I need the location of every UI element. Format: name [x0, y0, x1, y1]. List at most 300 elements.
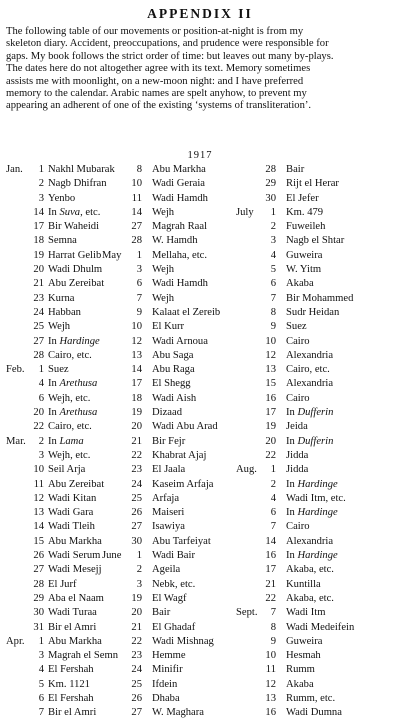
table-row — [128, 592, 264, 606]
place-name: Nakhl Mubarak — [48, 164, 115, 175]
day-number: 28 — [265, 164, 276, 175]
place-name: Hemme — [152, 650, 186, 662]
table-row — [128, 621, 264, 635]
day-number: 4 — [270, 492, 276, 504]
table-row — [6, 306, 130, 320]
table-row — [6, 163, 130, 177]
place-name: El Shegg — [152, 378, 191, 390]
place-name: Dhaba — [152, 692, 180, 704]
day-number: 6 — [270, 278, 276, 290]
table-row — [6, 449, 130, 463]
day-number: 24 — [131, 478, 142, 490]
place-name: Kaseim Arfaja — [152, 478, 214, 490]
table-row — [262, 506, 398, 520]
day-number: 18 — [131, 392, 142, 404]
day-number: 19 — [131, 407, 142, 419]
day-number: 8 — [270, 306, 276, 318]
day-number: 7 — [136, 292, 142, 304]
place-name: Jidda — [286, 449, 309, 461]
table-row — [128, 277, 264, 291]
table-row — [262, 592, 398, 606]
place-name: Magrah el Semn — [48, 650, 119, 662]
day-number: 3 — [136, 578, 142, 590]
place-name: Akaba, etc. — [286, 564, 334, 576]
place-name: Seil Arja — [48, 464, 86, 476]
place-name: Wejh, etc. — [48, 392, 91, 404]
day-number: 13 — [33, 507, 44, 519]
table-row — [128, 163, 264, 177]
day-number: 23 — [131, 650, 142, 662]
day-number: 2 — [270, 221, 276, 233]
table-row — [128, 234, 264, 248]
day-number: 19 — [33, 249, 44, 261]
table-row — [262, 292, 398, 306]
day-number: 2 — [38, 178, 44, 190]
place-name: Hesmah — [286, 650, 321, 662]
table-row — [262, 492, 398, 506]
day-number: 13 — [265, 364, 276, 376]
table-row — [262, 220, 398, 234]
day-number: 16 — [265, 550, 276, 562]
day-number: 18 — [33, 235, 44, 247]
table-row — [128, 535, 264, 549]
place-name: Magrah Raal — [152, 221, 208, 233]
month-label: Apr. — [6, 635, 25, 647]
place-name: In Hardinge — [286, 550, 338, 562]
table-row — [262, 363, 398, 377]
day-number: 14 — [131, 364, 142, 376]
day-number: 20 — [131, 421, 142, 433]
table-row — [6, 234, 130, 248]
month-label: June — [102, 550, 122, 562]
day-number: 11 — [131, 192, 142, 204]
day-number: 25 — [131, 678, 142, 690]
day-number: 15 — [265, 378, 276, 390]
day-number: 6 — [38, 392, 44, 404]
table-row — [128, 377, 264, 391]
place-name: Abu Markha — [152, 164, 206, 175]
month-label: Feb. — [6, 364, 25, 376]
day-number: 9 — [136, 306, 142, 318]
table-row — [6, 335, 130, 349]
place-name: Wadi Arnoua — [152, 335, 208, 347]
table-row — [6, 220, 130, 234]
day-number: 1 — [38, 164, 44, 175]
table-row — [128, 192, 264, 206]
table-row — [128, 506, 264, 520]
table-row — [262, 249, 398, 263]
day-number: 2 — [270, 478, 276, 490]
day-number: 1 — [270, 464, 276, 476]
day-number: 13 — [265, 692, 276, 704]
place-name: W. Maghara — [152, 707, 204, 719]
day-number: 26 — [131, 692, 142, 704]
day-number: 23 — [131, 464, 142, 476]
place-name: Akaba — [286, 278, 314, 290]
day-number: 26 — [131, 507, 142, 519]
place-name: El Jaala — [152, 464, 186, 476]
day-number: 11 — [265, 664, 276, 676]
day-number: 17 — [265, 564, 276, 576]
place-name: Abu Raga — [152, 364, 195, 376]
table-row — [6, 206, 130, 220]
table-row — [128, 663, 264, 677]
day-number: 10 — [265, 650, 276, 662]
day-number: 6 — [38, 692, 44, 704]
month-label: July — [236, 206, 254, 218]
table-row — [6, 520, 130, 534]
appendix-title: APPENDIX II — [147, 6, 253, 21]
table-row — [128, 335, 264, 349]
table-row — [128, 420, 264, 434]
table-row — [6, 377, 130, 391]
day-number: 4 — [38, 664, 44, 676]
place-name: In Hardinge — [48, 335, 100, 347]
place-name: Jidda — [286, 464, 309, 476]
table-row — [6, 435, 130, 449]
place-name: Km. 479 — [286, 206, 324, 218]
table-row — [236, 606, 398, 620]
place-name: Ageila — [152, 564, 181, 576]
table-row — [262, 435, 398, 449]
table-column-3 — [236, 163, 398, 721]
place-name: El Wagf — [152, 592, 187, 604]
day-number: 22 — [265, 592, 276, 604]
table-row — [128, 320, 264, 334]
table-row — [128, 478, 264, 492]
day-number: 19 — [265, 421, 276, 433]
intro-line: assists me with moonlight, on a new-moon night: and I have preferred — [6, 75, 304, 87]
day-number: 6 — [136, 278, 142, 290]
place-name: Alexandria — [286, 378, 334, 390]
day-number: 15 — [33, 535, 44, 547]
place-name: Akaba — [286, 678, 314, 690]
table-row — [262, 406, 398, 420]
place-name: W. Yitm — [286, 264, 322, 276]
table-row — [6, 606, 130, 620]
table-row — [6, 292, 130, 306]
day-number: 4 — [38, 378, 44, 390]
day-number: 2 — [136, 564, 142, 576]
day-number: 21 — [265, 578, 276, 590]
table-row — [128, 435, 264, 449]
table-row — [262, 706, 398, 720]
day-number: 7 — [270, 292, 276, 304]
day-number: 10 — [131, 178, 142, 190]
day-number: 22 — [131, 449, 142, 461]
day-number: 26 — [33, 550, 44, 562]
table-row — [128, 363, 264, 377]
place-name: In Lama — [48, 435, 84, 447]
intro-line: gaps. My book follows the strict order of time: but leaves out many by-plays. — [6, 50, 334, 62]
place-name: Wadi Geraia — [152, 178, 205, 190]
table-row — [262, 349, 398, 363]
place-name: In Suva, etc. — [48, 206, 101, 218]
place-name: In Hardinge — [286, 478, 338, 490]
place-name: Wadi Gara — [48, 507, 94, 519]
place-name: Wadi Bair — [152, 550, 195, 562]
table-row — [262, 234, 398, 248]
table-row — [262, 277, 398, 291]
place-name: Abu Tarfeiyat — [152, 535, 211, 547]
place-name: Bir el Amri — [48, 707, 97, 719]
table-row — [128, 177, 264, 191]
day-number: 30 — [131, 535, 142, 547]
table-row — [128, 520, 264, 534]
table-row — [262, 306, 398, 320]
table-row — [262, 177, 398, 191]
place-name: Wejh, etc. — [48, 449, 91, 461]
day-number: 23 — [33, 292, 44, 304]
day-number: 21 — [131, 435, 142, 447]
table-row — [6, 563, 130, 577]
place-name: Guweira — [286, 249, 323, 261]
place-name: Abu Markha — [48, 635, 102, 647]
table-row — [128, 392, 264, 406]
day-number: 30 — [265, 192, 276, 204]
place-name: Abu Saga — [152, 349, 194, 361]
table-row — [128, 678, 264, 692]
day-number: 14 — [265, 535, 276, 547]
month-label: Jan. — [6, 164, 23, 175]
place-name: El Kurr — [152, 321, 185, 333]
day-number: 2 — [38, 435, 44, 447]
table-row — [262, 621, 398, 635]
table-row — [236, 463, 398, 477]
day-number: 3 — [270, 235, 276, 247]
day-number: 13 — [131, 349, 142, 361]
table-row — [262, 263, 398, 277]
table-row — [6, 277, 130, 291]
place-name: Wadi Abu Arad — [152, 421, 218, 433]
day-number: 7 — [38, 707, 44, 719]
table-row — [128, 292, 264, 306]
place-name: Suez — [48, 364, 69, 376]
place-name: Bir el Amri — [48, 621, 97, 633]
place-name: Alexandria — [286, 349, 334, 361]
place-name: Guweira — [286, 635, 323, 647]
table-row — [6, 621, 130, 635]
day-number: 20 — [265, 435, 276, 447]
day-number: 20 — [131, 607, 142, 619]
table-row — [262, 635, 398, 649]
table-row — [262, 335, 398, 349]
place-name: Harrat Gelib — [48, 249, 102, 261]
day-number: 5 — [270, 264, 276, 276]
table-row — [6, 349, 130, 363]
place-name: In Dufferin — [286, 435, 334, 447]
intro-line: The dates here do not altogether agree with its text. Memory sometimes — [6, 63, 311, 75]
day-number: 3 — [38, 192, 44, 204]
table-row — [6, 692, 130, 706]
table-row — [128, 349, 264, 363]
place-name: In Hardinge — [286, 507, 338, 519]
place-name: Wadi Tleih — [48, 521, 95, 533]
place-name: Wadi Mesejj — [48, 564, 102, 576]
day-number: 1 — [38, 635, 44, 647]
table-row — [6, 578, 130, 592]
table-row — [6, 649, 130, 663]
place-name: In Arethusa — [48, 407, 98, 419]
table-row — [236, 206, 398, 220]
day-number: 25 — [33, 321, 44, 333]
place-name: Wadi Aish — [152, 392, 197, 404]
day-number: 14 — [33, 521, 44, 533]
day-number: 27 — [33, 564, 44, 576]
place-name: Kuntilla — [286, 578, 321, 590]
day-number: 6 — [270, 507, 276, 519]
month-label: Mar. — [6, 435, 26, 447]
table-row — [262, 563, 398, 577]
day-number: 17 — [265, 407, 276, 419]
place-name: In Arethusa — [48, 378, 98, 390]
place-name: Nebk, etc. — [152, 578, 196, 590]
day-number: 10 — [33, 464, 44, 476]
place-name: Kalaat el Zereib — [152, 306, 221, 318]
table-row — [262, 478, 398, 492]
place-name: Bir Mohammed — [286, 292, 354, 304]
table-row — [6, 478, 130, 492]
place-name: Wadi Serum — [48, 550, 101, 562]
day-number: 1 — [136, 550, 142, 562]
table-column-1 — [6, 163, 130, 721]
table-row — [128, 492, 264, 506]
place-name: Abu Markha — [48, 535, 102, 547]
day-number: 12 — [265, 349, 276, 361]
place-name: Mellaha, etc. — [152, 249, 208, 261]
place-name: Cairo — [286, 335, 310, 347]
place-name: Wejh — [48, 321, 71, 333]
place-name: Rumm — [286, 664, 315, 676]
day-number: 17 — [33, 221, 44, 233]
place-name: Wadi Turaa — [48, 607, 97, 619]
place-name: Nagb Dhifran — [48, 178, 107, 190]
table-row — [102, 249, 264, 263]
place-name: In Dufferin — [286, 407, 334, 419]
table-row — [6, 463, 130, 477]
table-row — [262, 535, 398, 549]
table-row — [6, 392, 130, 406]
place-name: El Ghadaf — [152, 621, 196, 633]
table-row — [6, 420, 130, 434]
place-name: Wadi Mishnag — [152, 635, 214, 647]
table-row — [128, 692, 264, 706]
day-number: 11 — [33, 478, 44, 490]
day-number: 21 — [131, 621, 142, 633]
place-name: El Fershah — [48, 692, 94, 704]
table-row — [102, 549, 264, 563]
place-name: Rijt el Herar — [286, 178, 339, 190]
place-name: Bair — [286, 164, 305, 175]
day-number: 27 — [131, 707, 142, 719]
place-name: Khabrat Ajaj — [152, 449, 207, 461]
day-number: 29 — [265, 178, 276, 190]
place-name: Wadi Itm, etc. — [286, 492, 346, 504]
place-name: Wejh — [152, 264, 175, 276]
table-row — [128, 635, 264, 649]
place-name: Akaba, etc. — [286, 592, 334, 604]
place-name: Arfaja — [152, 492, 180, 504]
day-number: 16 — [265, 392, 276, 404]
place-name: El Jurf — [48, 578, 77, 590]
place-name: Maiseri — [152, 507, 185, 519]
place-name: Alexandria — [286, 535, 334, 547]
place-name: Dizaad — [152, 407, 182, 419]
table-row — [6, 535, 130, 549]
table-row — [6, 177, 130, 191]
place-name: Suez — [286, 321, 307, 333]
day-number: 1 — [38, 364, 44, 376]
table-row — [128, 263, 264, 277]
day-number: 28 — [131, 235, 142, 247]
place-name: Semna — [48, 235, 77, 247]
day-number: 31 — [33, 621, 44, 633]
table-row — [262, 649, 398, 663]
table-row — [262, 163, 398, 177]
intro-line: memory to the calendar. Arabic names are spelt anyhow, to prevent my — [6, 88, 307, 100]
table-row — [6, 263, 130, 277]
place-name: Wadi Hamdh — [152, 278, 208, 290]
month-label: Sept. — [236, 607, 258, 619]
place-name: Kurna — [48, 292, 75, 304]
day-number: 14 — [33, 206, 44, 218]
table-row — [262, 663, 398, 677]
table-row — [6, 706, 130, 720]
day-number: 10 — [131, 321, 142, 333]
place-name: Km. 1121 — [48, 678, 90, 690]
place-name: Wadi Dumna — [286, 707, 342, 719]
day-number: 22 — [33, 421, 44, 433]
day-number: 24 — [131, 664, 142, 676]
table-row — [128, 449, 264, 463]
place-name: El Jefer — [286, 192, 319, 204]
table-row — [6, 406, 130, 420]
day-number: 29 — [33, 592, 44, 604]
day-number: 1 — [136, 249, 142, 261]
intro-paragraph — [6, 26, 396, 113]
day-number: 19 — [131, 592, 142, 604]
table-row — [6, 320, 130, 334]
place-name: Cairo, etc. — [286, 364, 330, 376]
place-name: Abu Zereibat — [48, 478, 105, 490]
day-number: 9 — [270, 635, 276, 647]
place-name: Wadi Medeifein — [286, 621, 355, 633]
table-row — [128, 220, 264, 234]
day-number: 8 — [270, 621, 276, 633]
table-row — [6, 506, 130, 520]
table-row — [262, 392, 398, 406]
place-name: Nagb el Shtar — [286, 235, 345, 247]
table-row — [6, 192, 130, 206]
day-number: 3 — [38, 449, 44, 461]
day-number: 1 — [270, 206, 276, 218]
day-number: 5 — [38, 678, 44, 690]
table-row — [6, 492, 130, 506]
table-row — [262, 678, 398, 692]
table-row — [262, 420, 398, 434]
day-number: 7 — [270, 521, 276, 533]
place-name: Abu Zereibat — [48, 278, 105, 290]
table-row — [128, 578, 264, 592]
place-name: Minifir — [152, 664, 183, 676]
day-number: 27 — [131, 521, 142, 533]
year-heading: 1917 — [187, 150, 213, 161]
place-name: Bir Fejr — [152, 435, 186, 447]
place-name: Wadi Hamdh — [152, 192, 208, 204]
table-row — [262, 320, 398, 334]
table-row — [128, 563, 264, 577]
day-number: 14 — [131, 206, 142, 218]
